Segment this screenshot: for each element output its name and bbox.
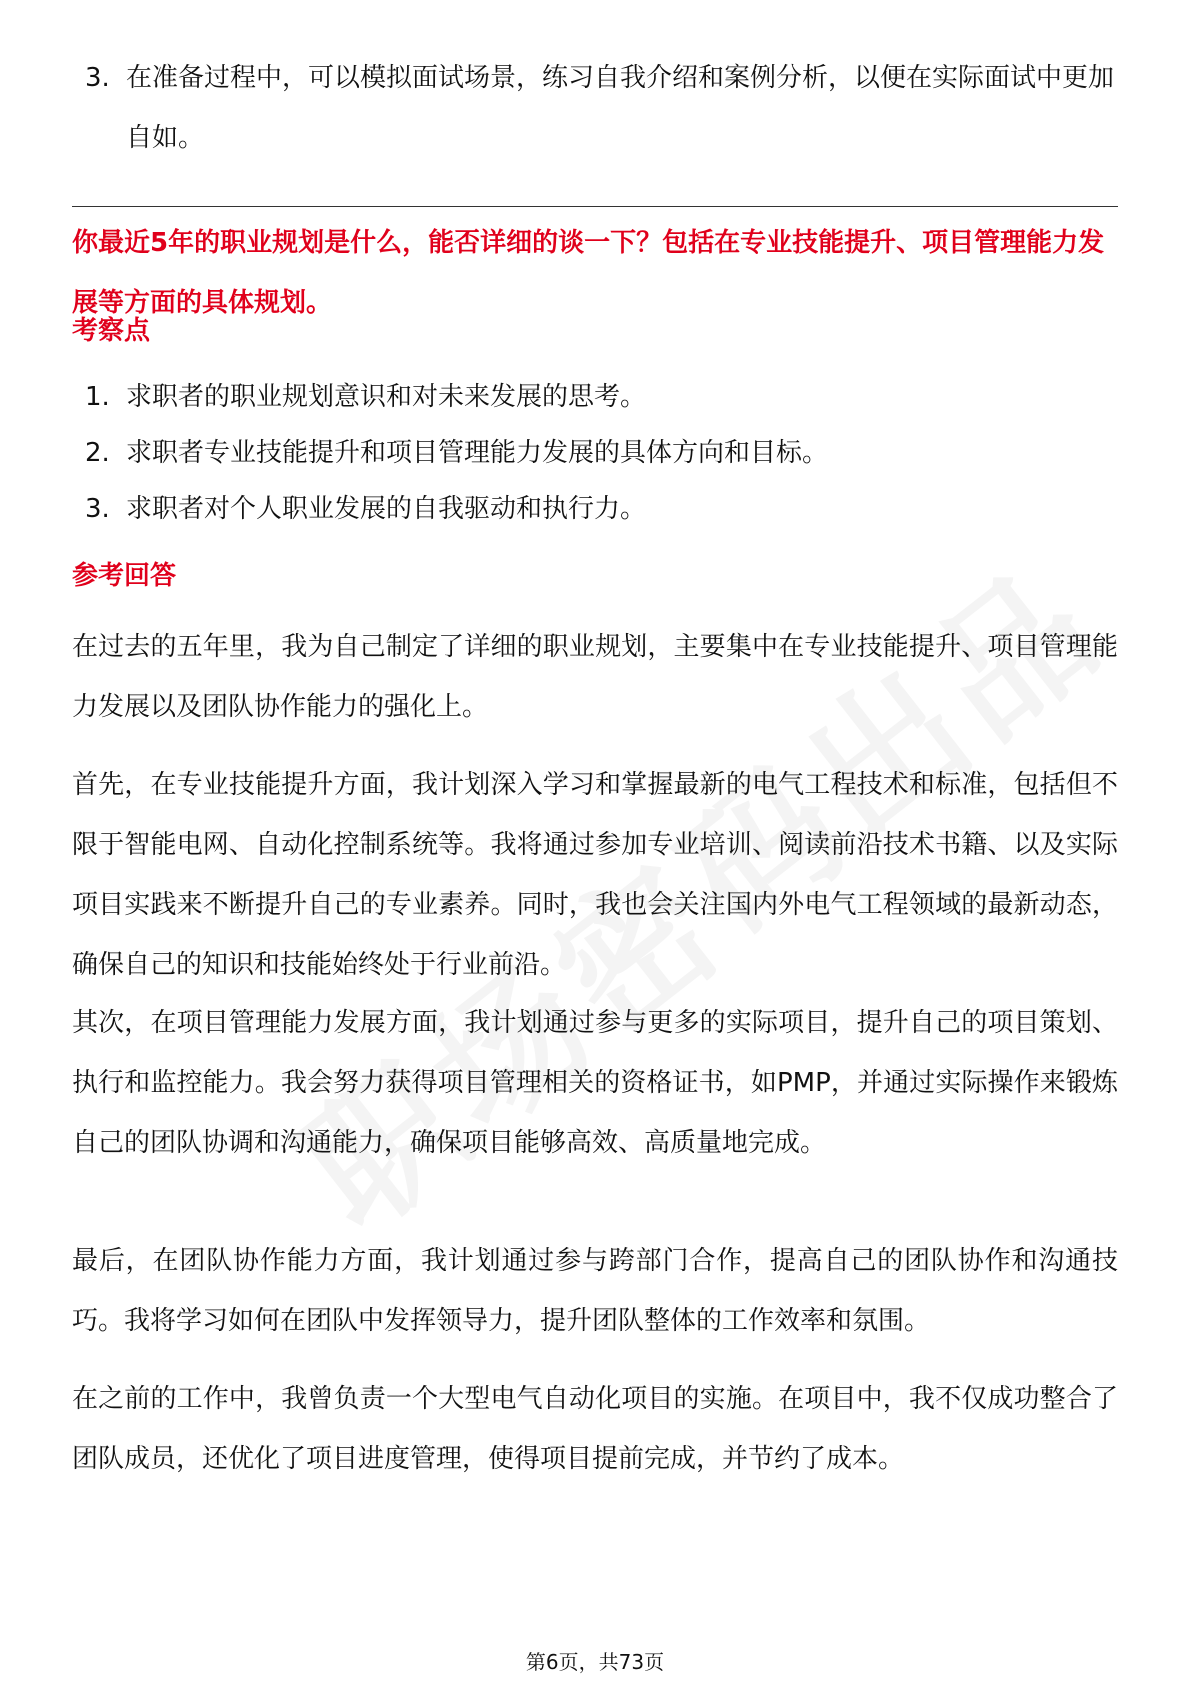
- page-number: 第6页，共73页: [525, 1650, 665, 1674]
- list-item-number: 2.: [85, 438, 110, 468]
- section-divider: [72, 206, 1118, 207]
- answer-paragraph: 在之前的工作中，我曾负责一个大型电气自动化项目的实施。在项目中，我不仅成功整合了团队成员，还优化了项目进度管理，使得项目提前完成，并节约了成本。: [72, 1384, 1118, 1474]
- list-item-text: 求职者的职业规划意识和对未来发展的思考。: [126, 382, 647, 412]
- list-item: [72, 369, 1118, 425]
- answer-paragraph: 其次，在项目管理能力发展方面，我计划通过参与更多的实际项目，提升自己的项目策划、执行和监控能力。我会努力获得项目管理相关的资格证书，如PMP，并通过实际操作来锻炼自己的团队协调和沟通能力，确保项目能够高效、高质量地完成。: [72, 1008, 1118, 1158]
- list-item-number: 3.: [85, 494, 110, 524]
- answer-paragraph: 首先，在专业技能提升方面，我计划深入学习和掌握最新的电气工程技术和标准，包括但不限于智能电网、自动化控制系统等。我将通过参加专业培训、阅读前沿技术书籍、以及实际项目实践来不断提升自己的专业素养。同时，我也会关注国内外电气工程领域的最新动态，确保自己的知识和技能始终处于行业前沿。: [72, 770, 1118, 980]
- list-item: [72, 48, 1118, 168]
- list-item-text: 在准备过程中，可以模拟面试场景，练习自我介绍和案例分析，以便在实际面试中更加自如。: [126, 63, 1115, 153]
- assessment-list: [72, 369, 1118, 537]
- assessment-title: 考察点: [72, 316, 151, 346]
- list-item-text: 求职者专业技能提升和项目管理能力发展的具体方向和目标。: [126, 438, 829, 468]
- list-item-number: 1.: [85, 382, 110, 412]
- question-heading: 你最近5年的职业规划是什么，能否详细的谈一下？包括在专业技能提升、项目管理能力发展等方面的具体规划。: [72, 228, 1105, 318]
- list-item: [72, 425, 1118, 481]
- list-item-text: 求职者对个人职业发展的自我驱动和执行力。: [126, 494, 647, 524]
- answer-paragraph: 在过去的五年里，我为自己制定了详细的职业规划，主要集中在专业技能提升、项目管理能力发展以及团队协作能力的强化上。: [72, 632, 1118, 722]
- list-item: [72, 481, 1118, 537]
- answer-paragraph: 最后，在团队协作能力方面，我计划通过参与跨部门合作，提高自己的团队协作和沟通技巧。我将学习如何在团队中发挥领导力，提升团队整体的工作效率和氛围。: [72, 1246, 1118, 1336]
- prep-tips-list: [72, 48, 1118, 168]
- list-item-number: 3.: [85, 63, 110, 93]
- answer-title: 参考回答: [72, 561, 177, 591]
